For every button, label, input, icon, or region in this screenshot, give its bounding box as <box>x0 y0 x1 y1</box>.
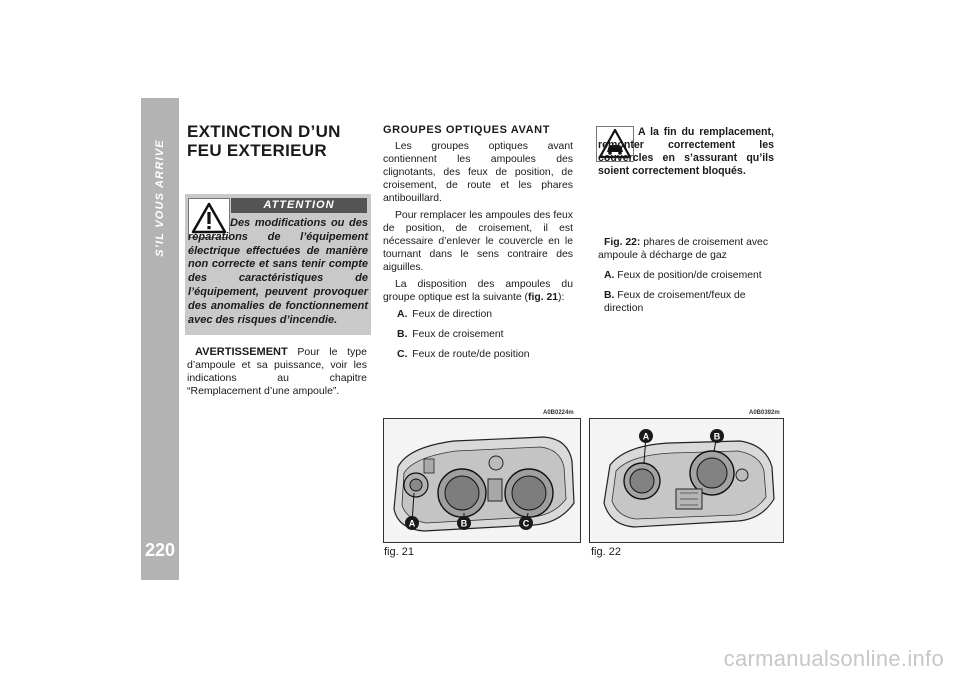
section-heading: GROUPES OPTIQUES AVANT <box>383 124 551 136</box>
paragraph-3: La disposition des ampoules du groupe optique est la suivante (fig. 21): <box>383 279 573 303</box>
marker-c <box>519 516 533 530</box>
marker-b <box>457 516 471 530</box>
watermark: carmanualsonline.info <box>723 646 944 671</box>
caption-reference: Fig. 22: <box>604 237 641 248</box>
avertissement-paragraph: AVERTISSEMENT Pour le type d’ampoule et sa puissance, voir les indications au chapitre “Remplacement d’une ampoule”. <box>187 346 367 397</box>
figure-code: A0B0224m <box>543 410 574 416</box>
svg-text:A: A <box>642 431 650 442</box>
figure-22-illustration <box>589 418 784 543</box>
page-heading: EXTINCTION D’UN FEU EXTERIEUR <box>187 122 341 160</box>
caution-note: A la fin du remplacement, remonter correctement les couvercles en s’assurant qu’ils soient correctement bloqués. <box>598 126 774 177</box>
svg-text:B: B <box>460 518 468 529</box>
paragraph-2: Pour remplacer les ampoules des feux de position, de croisement, il est nécessaire d’enlever le couvercle en le tournant dans le sens contraire des aiguilles. <box>383 210 573 273</box>
attention-label: ATTENTION <box>231 198 367 213</box>
list-item: B. Feux de croisement <box>397 329 504 340</box>
svg-text:A: A <box>408 518 416 529</box>
figure-label: fig. 22 <box>591 546 621 558</box>
svg-text:C: C <box>522 518 530 529</box>
attention-text: Des modifications ou des réparations de l’équipement électrique effectuées de manière non correcte et sans tenir compte des caractéristiques de l’équipement, peuvent provoquer des anomalies de fonctionnement avec des risques d’incendie. <box>188 217 368 326</box>
svg-text:B: B <box>713 431 721 442</box>
figure-code: A0B0392m <box>749 410 780 416</box>
page-number: 220 <box>144 540 176 560</box>
paragraph-1: Les groupes optiques avant contiennent les ampoules des clignotants, des feux de position, de croisement, de route et les phares antibouillard. <box>383 141 573 204</box>
section-title: S’IL VOUS ARRIVE <box>154 139 167 257</box>
figure-21-illustration <box>383 418 581 543</box>
figure-22-caption: Fig. 22: phares de croisement avec ampoule à décharge de gaz A. Feux de position/de croisement B. Feux de croisement/feux de direction <box>598 236 776 322</box>
figure-reference: fig. 21 <box>528 292 559 303</box>
avertissement-label: AVERTISSEMENT <box>195 346 288 358</box>
column-groupes-optiques <box>383 124 573 368</box>
marker-b <box>710 429 724 443</box>
figure-label: fig. 21 <box>384 546 414 558</box>
marker-a <box>639 429 653 443</box>
marker-a <box>405 516 419 530</box>
list-item: A. Feux de direction <box>397 309 493 320</box>
list-item: C. Feux de route/de position <box>397 349 530 360</box>
list-item: B. Feux de croisement/feux de direction <box>604 290 746 314</box>
list-item: A. Feux de position/de croisement <box>604 270 762 281</box>
